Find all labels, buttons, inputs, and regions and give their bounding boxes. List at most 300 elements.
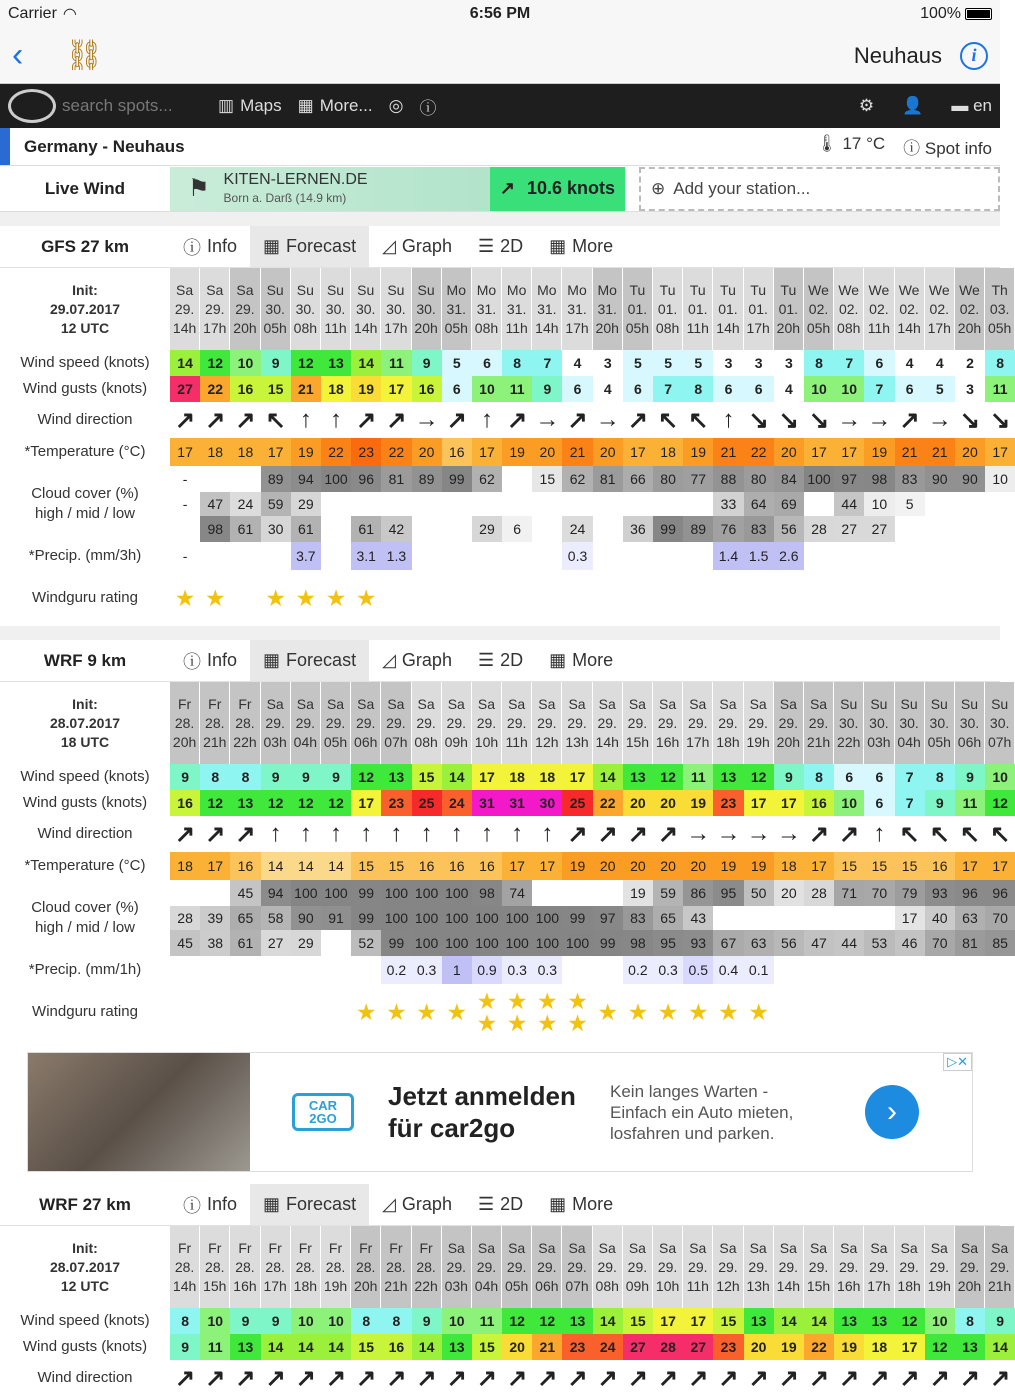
cell-rating (623, 570, 653, 626)
time-hours: 07h (384, 733, 408, 750)
cell-c-low: 61 (351, 516, 381, 542)
time-days: We (928, 281, 950, 298)
cell-gusts: 21 (532, 1334, 562, 1360)
forecast-column (412, 682, 442, 1040)
cell-dir: ↑ (450, 820, 463, 847)
tab-two-d[interactable] (465, 640, 536, 681)
rating-star-icon: ★ (597, 999, 619, 1025)
plus-circle-icon: ⊕ (651, 178, 666, 198)
cell-dir: ↗ (688, 1364, 709, 1392)
cell-gusts: 23 (381, 790, 411, 816)
cell-precip (351, 956, 381, 984)
tab-forecast[interactable] (250, 226, 369, 267)
cell-speed: 17 (653, 1308, 683, 1334)
time-days: Sa (598, 695, 616, 712)
tab-graph[interactable] (369, 640, 465, 681)
time-header (623, 268, 653, 350)
time-hours: 05h (927, 733, 951, 750)
time-header (412, 268, 442, 350)
cell-dir: ↗ (658, 1364, 679, 1392)
tab-info[interactable] (170, 640, 250, 681)
precip-label: *Precip. (mm/3h) (28, 547, 142, 564)
cell-gusts: 3 (955, 376, 985, 402)
cell-rating (834, 984, 864, 1040)
model-tab-bar (0, 226, 1000, 268)
cell-c-mid (442, 492, 472, 516)
forecast-column (955, 268, 985, 626)
cell-rating (261, 984, 291, 1040)
cell-c-high: 20 (774, 880, 804, 906)
time-hours: 20h (172, 733, 197, 750)
cell-c-low: 81 (955, 930, 985, 956)
info-button[interactable]: i (960, 42, 988, 70)
grid-icon: ▦ (549, 1194, 567, 1214)
time-days: Fr (238, 695, 252, 712)
time-dates: 28. (235, 1258, 255, 1275)
cell-c-high (502, 466, 532, 492)
windsock-icon: ⚑ (188, 175, 210, 202)
time-header (291, 682, 321, 764)
windguru-icon-button[interactable]: ◎ (388, 96, 404, 115)
spot-accent-bar (0, 128, 10, 165)
cell-rating (804, 984, 834, 1040)
time-dates: 29. (748, 714, 768, 731)
cell-precip: 0.3 (502, 956, 532, 984)
cell-dir: ↗ (235, 820, 256, 848)
time-dates: 29. (688, 1258, 708, 1275)
cell-speed: 12 (532, 1308, 562, 1334)
cell-temp: 16 (925, 852, 955, 880)
time-dates: 31. (446, 300, 467, 317)
cell-c-low: 46 (895, 930, 925, 956)
cell-dir: → (716, 820, 741, 847)
model-gfs-27 (0, 226, 1012, 626)
time-hours: 20h (414, 319, 438, 336)
tab-label: Info (207, 650, 238, 670)
time-hours: 08h (414, 733, 438, 750)
cell-c-mid: 39 (200, 906, 230, 930)
cell-c-high: 100 (291, 880, 321, 906)
time-hours: 08h (474, 319, 499, 336)
grid-icon: ▦ (297, 96, 314, 115)
cell-dir: ↘ (808, 406, 830, 434)
spot-info-link[interactable]: ⓘ Spot info (903, 139, 992, 158)
time-hours: 20h (354, 1277, 378, 1294)
cell-dir: ↗ (808, 1364, 830, 1392)
cell-speed: 10 (925, 1308, 955, 1334)
cell-precip (442, 542, 472, 570)
cell-speed: 4 (562, 350, 592, 376)
forecast-column (804, 1226, 834, 1396)
cell-gusts: 19 (683, 790, 713, 816)
ad-close-icon[interactable]: ▷✕ (943, 1053, 972, 1071)
cell-c-high: 81 (593, 466, 623, 492)
time-dates: 01. (778, 300, 799, 317)
cell-dir: ↗ (205, 406, 226, 434)
cell-rating (895, 984, 925, 1040)
precip-label: *Precip. (mm/1h) (28, 961, 142, 978)
forecast-column (442, 682, 472, 1040)
cell-dir: ↗ (446, 406, 467, 434)
cell-gusts: 9 (170, 1334, 200, 1360)
info-circle-icon: ⓘ (183, 1195, 201, 1216)
cell-speed: 9 (170, 764, 200, 790)
cell-temp: 18 (774, 852, 804, 880)
time-header (774, 268, 804, 350)
cell-gusts: 25 (562, 790, 592, 816)
cell-c-high: 98 (472, 880, 502, 906)
search-input[interactable]: search spots... (62, 96, 173, 115)
cell-precip (412, 542, 442, 570)
time-header (593, 268, 623, 350)
cell-c-low: 100 (472, 930, 502, 956)
spot-info-label: Spot info (924, 139, 992, 158)
time-dates: 28. (265, 1258, 285, 1275)
cell-speed: 9 (261, 350, 291, 376)
time-header (834, 1226, 864, 1308)
tab-two-d[interactable] (465, 226, 536, 267)
cell-dir: ↗ (205, 820, 226, 848)
cell-rating (291, 570, 321, 626)
time-days: Su (840, 695, 858, 712)
cell-gusts: 9 (925, 790, 955, 816)
cell-c-high: 95 (713, 880, 743, 906)
row-label: Windguru rating (32, 1003, 138, 1020)
cell-gusts: 8 (683, 376, 713, 402)
maps-menu[interactable] (218, 96, 282, 116)
tab-more[interactable] (536, 1184, 626, 1225)
cell-c-high (170, 880, 200, 906)
cell-speed: 7 (834, 350, 864, 376)
cell-speed: 17 (562, 764, 592, 790)
cell-c-mid: 58 (261, 906, 291, 930)
cell-gusts: 6 (713, 376, 743, 402)
forecast-column (170, 1226, 200, 1396)
cell-c-low: 100 (442, 930, 472, 956)
cell-temp: 15 (895, 852, 925, 880)
cell-gusts: 7 (653, 376, 683, 402)
live-station-card[interactable] (170, 167, 625, 211)
time-dates: 31. (506, 300, 527, 317)
time-days: Sa (598, 1239, 616, 1256)
time-days: Sa (568, 695, 586, 712)
time-dates: 30. (899, 714, 919, 731)
time-days: Mo (567, 281, 587, 298)
cell-rating (804, 570, 834, 626)
cell-speed: 9 (412, 1308, 442, 1334)
init-line: 28.07.2017 (49, 714, 121, 731)
back-button[interactable]: ‹ (12, 36, 24, 74)
cell-temp: 17 (623, 438, 653, 466)
station-name: KITEN-LERNEN.DE (223, 170, 368, 188)
cloud-label: Cloud cover (%) (31, 485, 139, 502)
advertisement-banner[interactable] (27, 1052, 973, 1172)
cell-c-low: 30 (261, 516, 291, 542)
cell-speed: 11 (683, 764, 713, 790)
row-label: *Temperature (°C) (24, 857, 146, 874)
forecast-column (623, 268, 653, 626)
time-header (170, 268, 200, 350)
cell-gusts: 15 (472, 1334, 502, 1360)
forecast-column (955, 1226, 985, 1396)
cell-speed: 10 (985, 764, 1015, 790)
time-header (442, 268, 472, 350)
cell-c-high: 83 (895, 466, 925, 492)
time-days: Sa (538, 695, 556, 712)
time-days: Sa (991, 1239, 1009, 1256)
time-header (562, 268, 592, 350)
cell-speed: 6 (864, 350, 894, 376)
cell-rating (713, 570, 743, 626)
cell-rating (985, 570, 1015, 626)
cell-dir: ↑ (722, 406, 735, 433)
cell-dir: → (776, 820, 801, 847)
tab-label: More (572, 650, 614, 670)
cell-c-mid (562, 492, 592, 516)
graph-icon: ◿ (382, 650, 396, 670)
cell-gusts: 27 (683, 1334, 713, 1360)
forecast-column (925, 268, 955, 626)
cell-precip (261, 956, 291, 984)
time-header (442, 682, 472, 764)
cell-dir: ↘ (748, 406, 769, 434)
time-dates: 29. (506, 714, 527, 731)
temperature-readout (816, 134, 885, 159)
cell-gusts: 20 (744, 1334, 774, 1360)
tab-info[interactable] (170, 1184, 250, 1225)
cell-gusts: 17 (774, 790, 804, 816)
cell-speed: 3 (774, 350, 804, 376)
forecast-column (683, 682, 713, 1040)
cell-c-mid: 83 (623, 906, 653, 930)
language-selector[interactable] (951, 96, 992, 116)
cell-dir: ↗ (295, 1364, 316, 1392)
init-line: 28.07.2017 (49, 1258, 121, 1275)
time-dates: 31. (597, 300, 617, 317)
forecast-column (804, 268, 834, 626)
cell-rating (170, 570, 200, 626)
cell-speed: 9 (261, 764, 291, 790)
time-header (381, 268, 411, 350)
forecast-column (653, 682, 683, 1040)
cell-speed: 9 (261, 1308, 291, 1334)
ad-photo (28, 1053, 250, 1171)
cell-precip: 1.3 (381, 542, 411, 570)
cell-gusts: 17 (895, 1334, 925, 1360)
cell-dir: ↗ (325, 1364, 347, 1392)
model-wrf-9 (0, 640, 1012, 1040)
time-header (351, 268, 381, 350)
live-wind-label: Live Wind (44, 178, 126, 198)
time-header (925, 682, 955, 764)
time-header (562, 1226, 592, 1308)
time-hours: 07h (987, 733, 1012, 750)
time-hours: 14h (172, 1277, 197, 1294)
cell-speed: 9 (955, 764, 985, 790)
time-dates: 29. (808, 714, 829, 731)
time-dates: 30. (325, 300, 346, 317)
map-icon: ▥ (218, 96, 235, 115)
forecast-grid (0, 682, 1012, 1040)
cell-temp: 21 (713, 438, 743, 466)
cell-c-high: 89 (261, 466, 291, 492)
cell-dir: ↗ (778, 1364, 799, 1392)
time-dates: 31. (537, 300, 557, 317)
time-dates: 29. (446, 714, 467, 731)
time-hours: 14h (716, 319, 740, 336)
cell-speed: 12 (895, 1308, 925, 1334)
cell-c-low: 85 (985, 930, 1015, 956)
cell-c-low: 61 (230, 930, 260, 956)
cell-c-mid (864, 906, 894, 930)
cell-c-high: 100 (804, 466, 834, 492)
cell-rating (774, 570, 804, 626)
time-hours: 05h (987, 319, 1012, 336)
model-wrf-27 (0, 1184, 1012, 1396)
cell-gusts: 12 (200, 790, 230, 816)
cell-rating (925, 570, 955, 626)
cell-gusts: 18 (864, 1334, 894, 1360)
cell-c-low: 98 (200, 516, 230, 542)
init-line: Init: (72, 695, 98, 712)
cell-c-low: 27 (864, 516, 894, 542)
cell-c-high: 59 (653, 880, 683, 906)
cell-c-high: 45 (230, 880, 260, 906)
cell-c-low: 63 (744, 930, 774, 956)
cell-dir: ↑ (480, 406, 493, 433)
cell-temp: 17 (985, 438, 1015, 466)
model-name: WRF 27 km (39, 1194, 131, 1214)
cell-dir: ↗ (899, 1364, 920, 1392)
cell-temp: 19 (562, 852, 592, 880)
cell-speed: 9 (412, 350, 442, 376)
time-hours: 03h (263, 733, 287, 750)
cell-dir: ↑ (299, 406, 312, 433)
cell-dir: ↑ (873, 820, 886, 847)
cell-c-high: 96 (985, 880, 1015, 906)
tab-more[interactable] (536, 226, 626, 267)
forecast-column (291, 682, 321, 1040)
time-hours: 16h (233, 1277, 257, 1294)
forecast-column (502, 682, 532, 1040)
info-circle-icon: ⓘ (183, 237, 201, 258)
forecast-column (623, 682, 653, 1040)
cell-c-mid: 63 (955, 906, 985, 930)
cell-c-high: 79 (895, 880, 925, 906)
tab-forecast[interactable] (250, 1184, 369, 1225)
cell-rating (562, 570, 592, 626)
time-hours: 12h (535, 733, 559, 750)
forecast-column (985, 1226, 1015, 1396)
tab-graph[interactable] (369, 1184, 465, 1225)
cell-temp: 20 (412, 438, 442, 466)
tab-forecast[interactable] (250, 640, 369, 681)
time-days: Sa (296, 695, 314, 712)
cell-c-mid: 69 (774, 492, 804, 516)
cell-c-mid: 47 (200, 492, 230, 516)
time-dates: 29. (778, 714, 799, 731)
tab-label: 2D (500, 1194, 524, 1214)
time-header (321, 682, 351, 764)
tab-two-d[interactable] (465, 1184, 536, 1225)
time-days: Fr (389, 1239, 403, 1256)
time-dates: 30. (416, 300, 436, 317)
cell-precip (895, 542, 925, 570)
tab-more[interactable] (536, 640, 626, 681)
cell-rating (774, 984, 804, 1040)
time-days: Fr (238, 1239, 252, 1256)
time-hours: 13h (565, 733, 589, 750)
row-label: Wind speed (knots) (20, 768, 150, 785)
status-bar (0, 0, 1000, 28)
cell-c-mid (683, 492, 713, 516)
time-dates: 29. (205, 300, 225, 317)
time-dates: 30. (295, 300, 316, 317)
time-header (532, 1226, 562, 1308)
init-line: 18 UTC (60, 733, 110, 750)
ad-chevron-right-icon[interactable]: › (865, 1085, 919, 1139)
cell-precip (230, 956, 260, 984)
cell-precip (502, 542, 532, 570)
time-header (412, 1226, 442, 1308)
time-hours: 17h (927, 319, 951, 336)
user-icon[interactable]: 👤 (902, 96, 924, 115)
cell-c-mid (502, 492, 532, 516)
time-days: Sa (206, 281, 224, 298)
cell-gusts: 28 (653, 1334, 683, 1360)
cell-speed: 8 (804, 350, 834, 376)
cell-gusts: 12 (985, 790, 1015, 816)
cell-c-high: 62 (562, 466, 592, 492)
time-hours: 17h (203, 319, 227, 336)
settings-gear-icon[interactable]: ⚙ (858, 96, 875, 115)
time-dates: 30. (869, 714, 889, 731)
tab-info[interactable] (170, 226, 250, 267)
add-station-button[interactable] (639, 167, 1000, 211)
cell-gusts: 27 (623, 1334, 653, 1360)
cell-c-mid (351, 492, 381, 516)
time-header (895, 1226, 925, 1308)
cell-c-mid (804, 906, 834, 930)
cell-c-mid: 100 (381, 906, 411, 930)
tab-graph[interactable] (369, 226, 465, 267)
more-menu[interactable] (298, 96, 373, 116)
cell-c-low (895, 516, 925, 542)
help-icon[interactable]: ⓘ (419, 98, 437, 118)
time-hours: 05h (504, 1277, 529, 1294)
time-dates: 28. (355, 1258, 376, 1275)
time-hours: 06h (957, 733, 982, 750)
time-hours: 05h (323, 733, 348, 750)
time-dates: 29. (778, 1258, 799, 1275)
cell-dir: ↗ (235, 406, 256, 434)
cell-rating (351, 570, 381, 626)
cell-gusts: 14 (261, 1334, 291, 1360)
cell-c-high: 74 (502, 880, 532, 906)
cell-dir: ↗ (416, 1364, 437, 1392)
time-hours: 18h (897, 1277, 921, 1294)
cell-speed: 10 (321, 1308, 351, 1334)
time-dates: 29. (476, 1258, 497, 1275)
cell-gusts: 6 (562, 376, 592, 402)
time-days: Fr (177, 1239, 192, 1256)
cell-gusts: 19 (834, 1334, 864, 1360)
cell-dir: ↗ (205, 1364, 226, 1392)
time-dates: 01. (627, 300, 648, 317)
time-days: Fr (177, 695, 192, 712)
cell-dir: ↗ (567, 406, 588, 434)
windguru-logo-icon[interactable] (8, 89, 56, 123)
